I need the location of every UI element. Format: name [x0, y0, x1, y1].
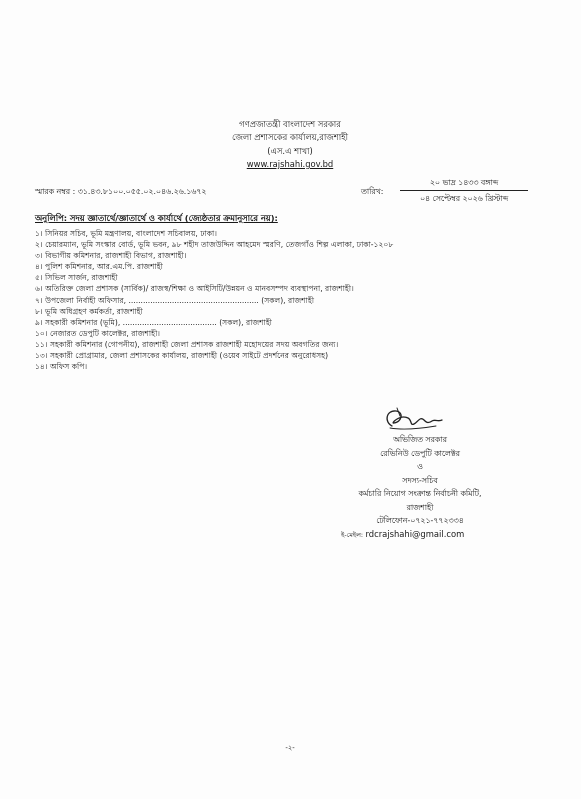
list-item: ৫। সিভিল সার্জন, রাজশাহী — [35, 273, 118, 283]
date-bangla: ২০ ভাদ্র ১৪৩৩ বঙ্গাব্দ — [429, 178, 499, 187]
website-link[interactable]: www.rajshahi.gov.bd — [246, 159, 334, 169]
list-item: ৪। পুলিশ কমিশনার, আর.এম.পি. রাজশাহী — [35, 262, 163, 272]
office-name: জেলা প্রশাসকের কার্যালয়,রাজশাহী — [232, 132, 348, 142]
list-item: ৩। বিভাগীয় কমিশনার, রাজশাহী বিভাগ, রাজশাহী। — [35, 251, 187, 261]
list-item: ১৪। অফিস কপি। — [35, 362, 88, 372]
list-item: ১। সিনিয়র সচিব, ভূমি মন্ত্রণালয়, বাংলাদেশ সচিবালয়, ঢাকা। — [35, 229, 217, 238]
signatory-name: অভিজিত সরকার — [393, 435, 447, 444]
email-address[interactable]: rdcrajshahi@gmail.com — [365, 528, 465, 539]
email-label: ই-মেইল: — [341, 530, 364, 539]
date-divider — [400, 190, 528, 191]
list-item: ৮। ভূমি অধিগ্রহণ কর্মকর্তা, রাজশাহী — [35, 306, 143, 316]
signatory-phone: টেলিফোন-০৭২১-৭৭২৩৩৪ — [376, 516, 464, 525]
list-item: ৯। সহকারী কমিশনার (ভূমি), ....................................... (সকল), রাজশাহী — [35, 317, 272, 327]
memo-value: ৩১.৪৩.৮১০০.০৫৫.০২.০৪৬.২৬.১৬৭২ — [77, 187, 207, 196]
handwritten-signature — [378, 404, 448, 434]
signatory-designation: রেভিনিউ ডেপুটি কালেক্টর — [380, 448, 460, 458]
list-item: ১৩। সহকারী প্রোগ্রামার, জেলা প্রশাসকের কার্যালয়, রাজশাহী (ওয়েব সাইটে প্রদর্শনের অনুরোধসহ) — [35, 351, 329, 361]
list-item: ১১। সহকারী কমিশনার (গোপনীয়), রাজশাহী জেলা প্রশাসক রাজশাহী মহোদয়ের সদয় অবগতির জন্য। — [35, 339, 339, 349]
signatory-committee: কর্মচারি নিয়োগ সংক্রান্ত নির্বাচনী কমিটি, — [358, 489, 482, 498]
signatory-email-row — [300, 528, 540, 543]
list-item: ১০। নেজারত ডেপুটি কালেক্টর, রাজশাহী। — [35, 328, 160, 338]
recipient-list — [35, 228, 555, 372]
signatory-role: সদস্য-সচিব — [402, 475, 438, 485]
page-number: -২- — [285, 744, 295, 752]
date-label: তারিখ: — [361, 187, 384, 196]
list-item: ২। চেয়ারম্যান, ভূমি সংস্কার বোর্ড, ভূমি ভবন, ৯৮ শহীদ তাজউদ্দিন আহমেদ স্মরণি, তেজগাঁও শিল্প এলাকা, ঢাকা-১২০৮ — [35, 240, 394, 250]
list-item: ৭। উপজেলা নির্বাহী অফিসার, ...................................................... (সকল), রাজশাহী — [35, 295, 315, 305]
signatory-conjunction: ও — [417, 462, 423, 471]
list-item: ৬। অতিরিক্ত জেলা প্রশাসক (সার্বিক)/ রাজস্ব/শিক্ষা ও আইসিটি/উন্নয়ন ও মানবসম্পদ ব্যবস্থাপনা, রাজশাহী। — [35, 284, 354, 294]
government-name: গণপ্রজাতন্ত্রী বাংলাদেশ সরকার — [239, 119, 341, 129]
memo-label: স্মারক নম্বর : — [35, 187, 76, 196]
signatory-block — [300, 433, 540, 542]
copy-subject: অনুলিপি: সদয় জ্ঞাতার্থে/জ্ঞাতার্থে ও কার্যার্থে (জ্যেষ্ঠতার ক্রমানুসারে নয়): — [35, 213, 278, 223]
memo-number — [35, 186, 206, 199]
section-name: (এস.এ শাখা) — [267, 146, 313, 156]
signatory-place: রাজশাহী — [406, 502, 434, 512]
date-gregorian: ০৪ সেপ্টেম্বর ২০২৬ খ্রিস্টাব্দ — [419, 194, 509, 203]
